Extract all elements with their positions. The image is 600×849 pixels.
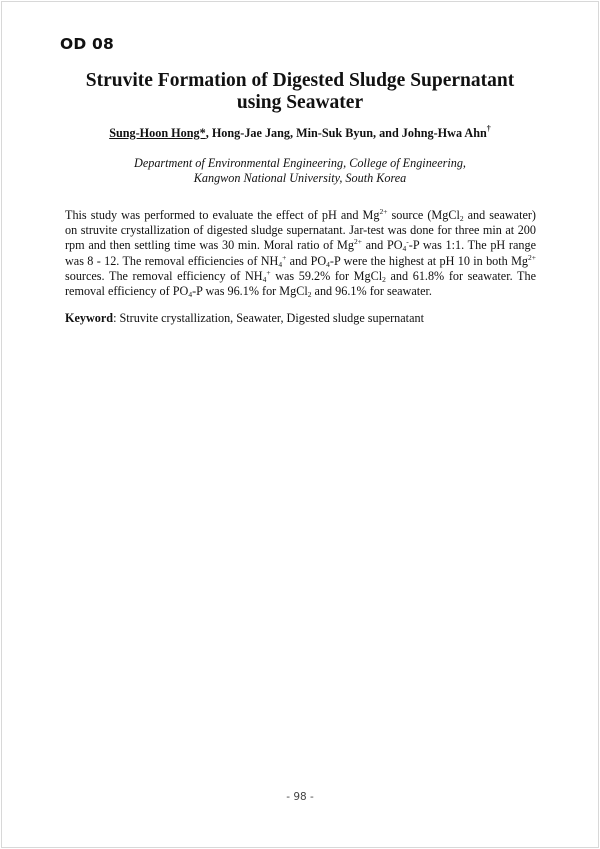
page-number: - 98 - [286, 791, 314, 803]
co-authors: , Hong-Jae Jang, Min-Suk Byun, and Johng-Hwa Ahn [205, 126, 487, 140]
title-line-2: using Seawater [236, 92, 364, 113]
keyword-label: Keyword [65, 311, 114, 325]
abstract-body: This study was performed to evaluate the effect of pH and $Mg^{2+}$ source (MgCl$_2$ and seawater) on struvite crystallization of digested sludge supernatant. Jar-test was done for three min at 200 rpm and then settling time was 30 min. Moral ratio of $Mg^{2+}$ and $PO_4^--P$ was 1:1. The pH range was 8 - 12. The removal efficiencies of $NH_4^+$ and $PO_4-P$ were the highest at pH 10 in both $Mg^{2+}$ sources. The removal efficiency of $NH_4^+$ was 59.2% for MgCl$_2$ and 61.8% for seawater. The removal efficiency of $PO_4-P$ was 96.1% for MgCl$_2$ and 96.1% for seawater. [65, 207, 536, 300]
corresponding-author-mark: † [486, 124, 491, 133]
keywords [65, 311, 536, 326]
affiliation [60, 156, 540, 186]
author-list [60, 126, 540, 141]
title-line-1: Struvite Formation of Digested Sludge Supernatant [85, 70, 515, 91]
keyword-list: : Struvite crystallization, Seawater, Digested sludge supernatant [113, 311, 424, 325]
affiliation-line-2: Kangwon National University, South Korea [193, 171, 407, 185]
paper-title [60, 70, 540, 114]
session-code: OD 08 [60, 35, 115, 53]
affiliation-line-1: Department of Environmental Engineering, College of Engineering, [134, 156, 466, 170]
presenting-author: Sung-Hoon Hong* [109, 126, 206, 140]
